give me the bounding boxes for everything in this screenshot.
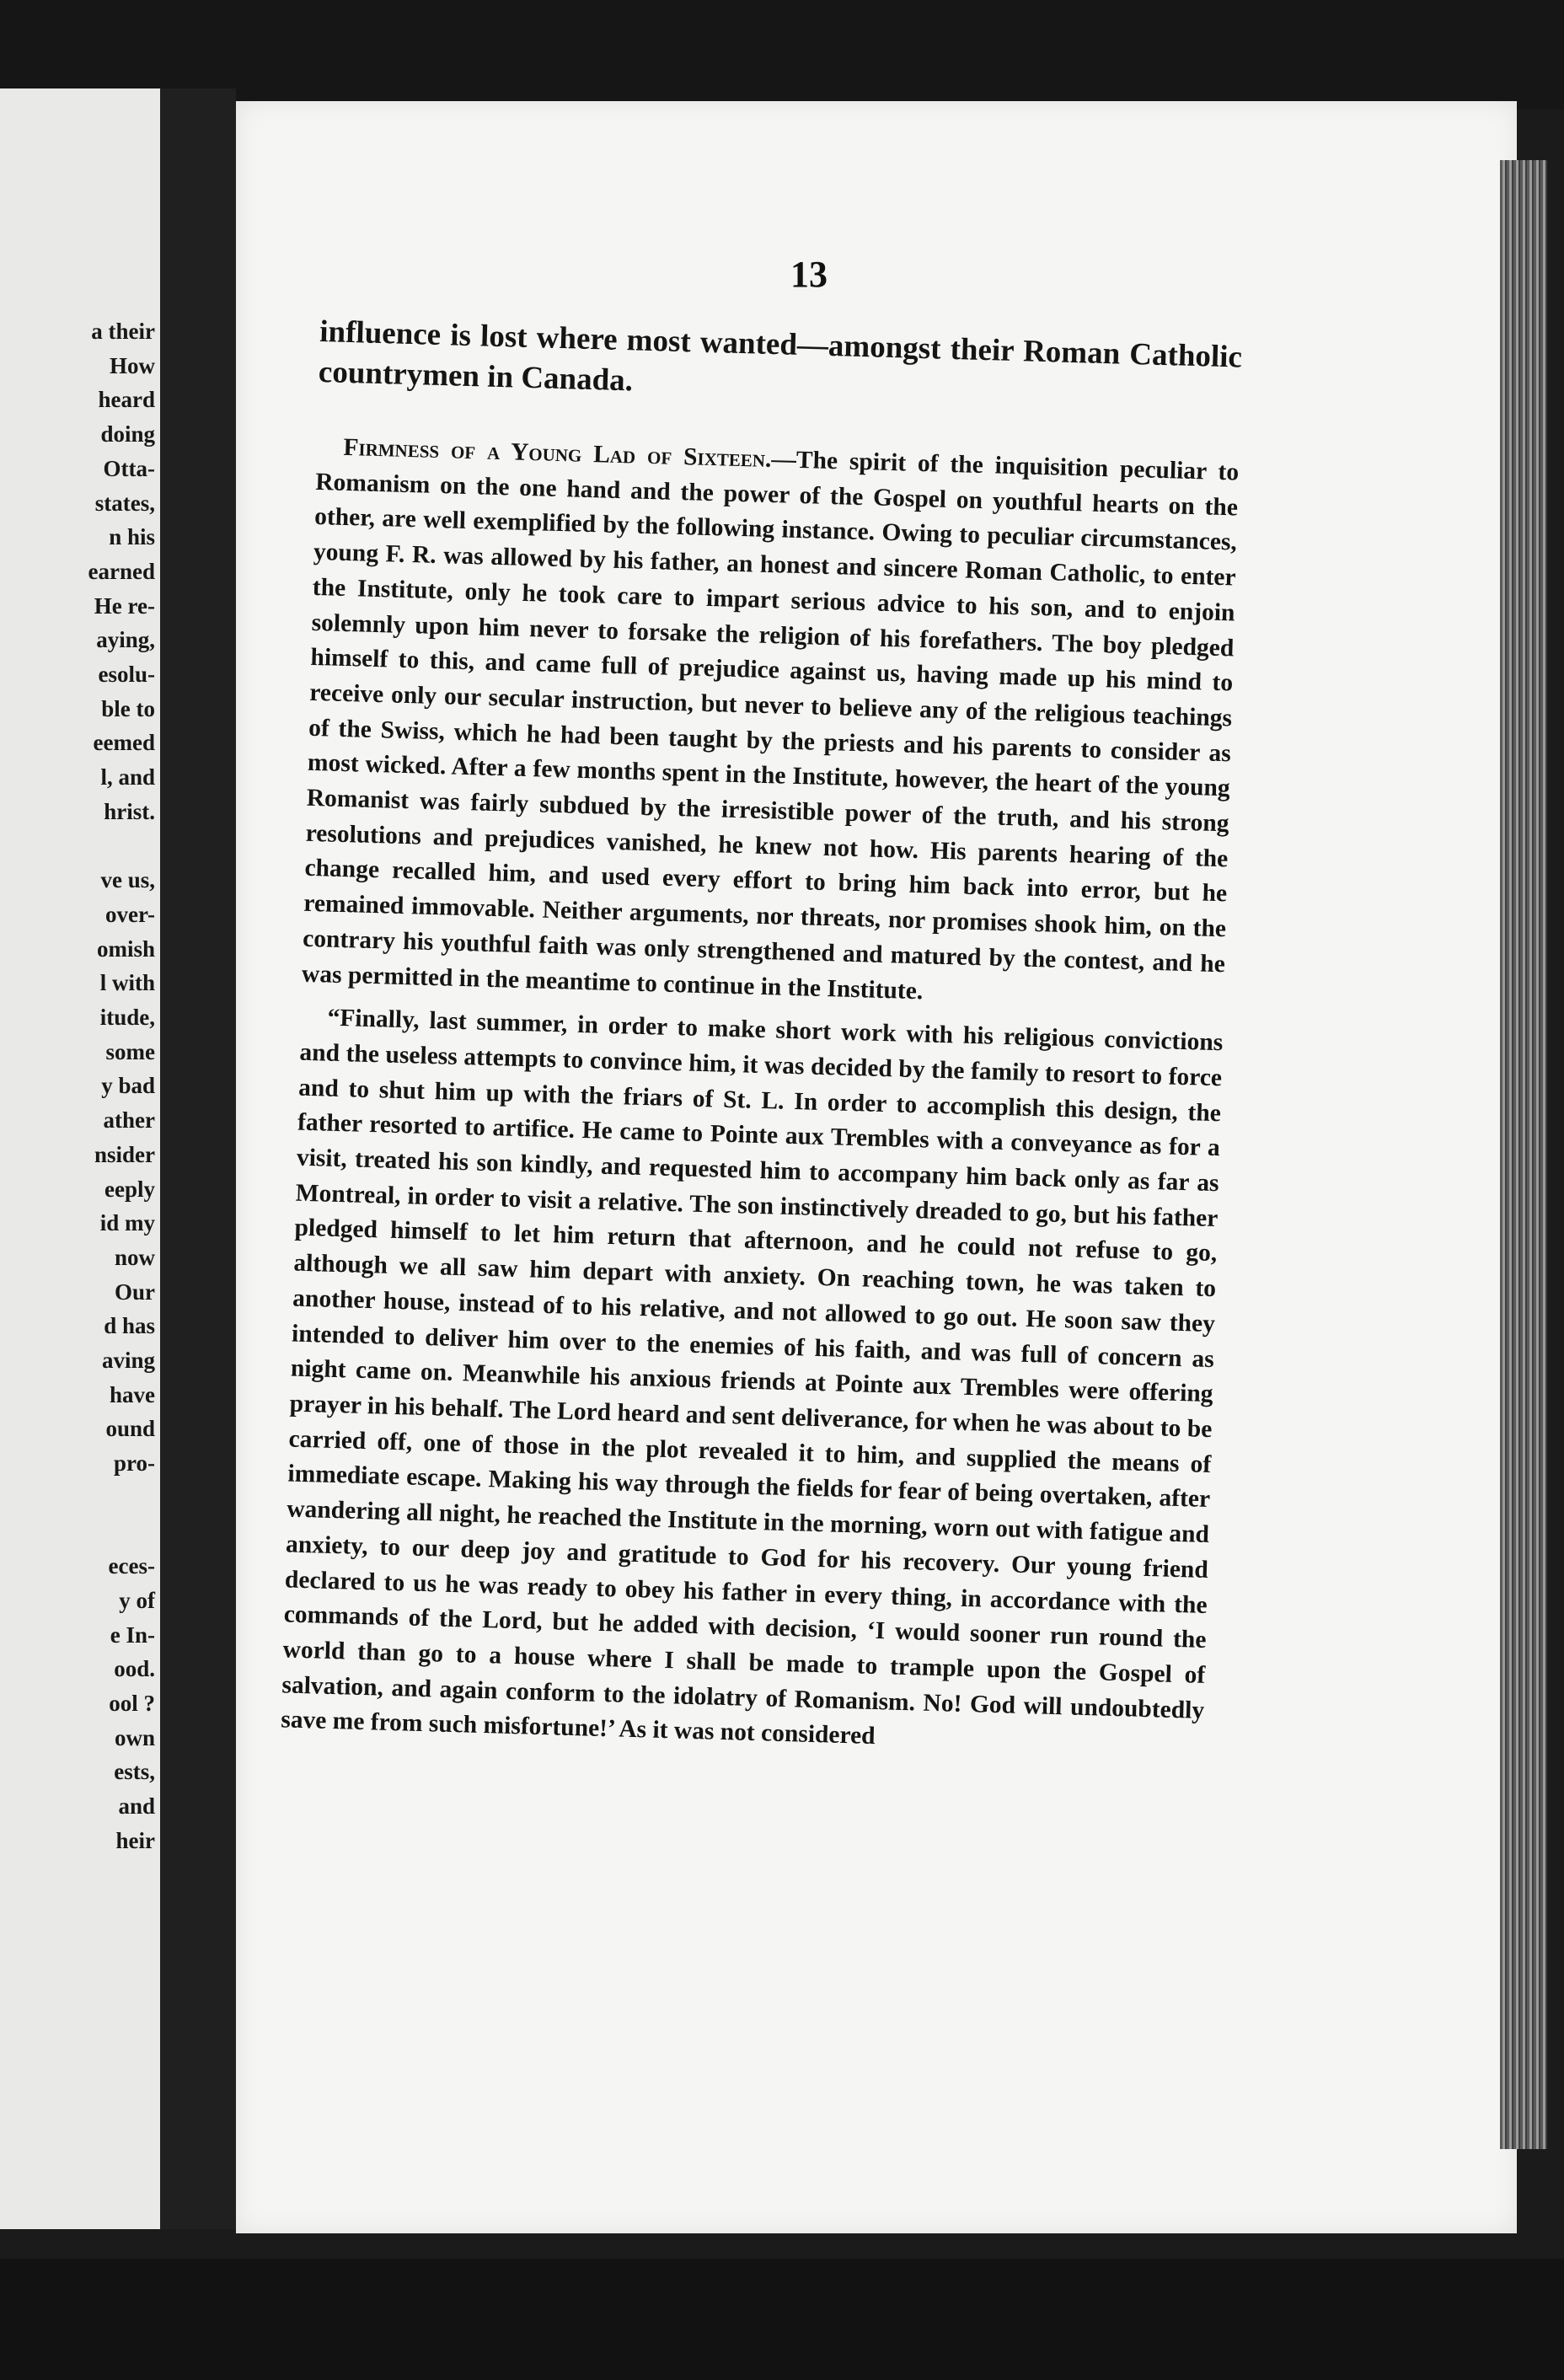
left-page-line: ests,	[114, 1759, 155, 1785]
intro-paragraph: influence is lost where most wanted—amongst their Roman Catholic countrymen in Canada.	[318, 314, 1243, 399]
left-page-line: How	[110, 352, 155, 378]
left-page-line: n his	[109, 524, 155, 550]
left-page-line: Otta-	[103, 455, 155, 481]
left-page-line: pro-	[113, 1450, 155, 1477]
left-page-line: eeply	[104, 1176, 155, 1202]
paragraph-finally: “Finally, last summer, in order to make short work with his religious convictions and the useless attempts to convince him, it was decided by the family to resort to force and to shut him up with the friars of St. L. In order to accomplish this design, the father resorted to artifice. He came to Pointe aux Trembles with a conveyance as for a visit, treated his son kindly, and requested him to accompany him back only as far as Montreal, in order to visit a relative. The son instinctively dreaded to go, but his father pledged himself to let him return that afternoon, and he could not refuse to go, although we all saw him depart with anxiety. On reaching town, he was taken to another house, instead of to his relative, and not allowed to go out. He soon saw they intended to deliver him over to the enemies of his faith, and was full of concern as night came on. Meanwhile his anxious friends at Pointe aux Trembles were offering prayer in his behalf. The Lord heard and sent deliverance, for when he was about to be carried off, one of those in the plot revealed it to him, and supplied the means of immediate escape. Making his way through the fields for fear of being overtaken, after wandering all night, he reached the Institute in the morning, worn out with fatigue and anxiety, to our deep joy and gratitude to God for his recovery. Our young friend declared to us he was ready to obey his father in every thing, in accordance with the commands of the Lord, but he added with decision, ‘I would sooner run round the world than go to a house where I shall be made to trample upon the Gospel of salvation, and again conform to the idolatry of Romanism. No! God will undoubtedly save me from such misfortune!’ As it was not considered	[280, 1004, 1224, 1750]
left-page-line: itude,	[99, 1005, 155, 1030]
left-page-line: id my	[99, 1210, 155, 1236]
page-body	[281, 312, 1243, 1764]
left-page-line: eces-	[108, 1553, 155, 1579]
page-number: 13	[790, 254, 828, 295]
left-page-line: doing	[100, 421, 155, 448]
left-page-line: earned	[88, 558, 155, 584]
left-page-line: y bad	[101, 1073, 155, 1099]
left-page-line: own	[114, 1724, 155, 1750]
left-page-line: states,	[94, 490, 155, 516]
left-page-line: Our	[114, 1278, 155, 1305]
left-page-line: l with	[99, 970, 155, 996]
left-page-line: hrist.	[104, 798, 155, 824]
left-page-line: He re-	[94, 592, 155, 619]
left-page-line: omish	[96, 935, 155, 962]
left-page-line: heir	[115, 1827, 155, 1853]
left-page-line: heard	[98, 387, 155, 413]
left-page-line: and	[118, 1793, 155, 1820]
left-page-line: over-	[105, 901, 155, 927]
left-page-line: esolu-	[98, 662, 155, 687]
scan-background-bottom	[0, 2259, 1564, 2380]
left-page-line: ound	[105, 1416, 155, 1442]
previous-page-fragment	[0, 88, 160, 2229]
left-page-line: l, and	[100, 764, 155, 791]
book-gutter	[160, 88, 236, 2229]
left-page-line: some	[105, 1038, 155, 1064]
left-page-line: eemed	[93, 730, 155, 756]
paragraph-firmness-text: —The spirit of the inquisition peculiar to Romanism on the one hand and the power of the Gospel on youthful hearts on the other, are well exemplified by the following instance. Owing to peculiar circumstances, young F. R. was allowed by his father, an honest and sincere Roman Catholic, to enter the Institute, only he took care to impart serious advice to his son, and to enjoin solemnly upon him never to forsake the religion of his forefathers. The boy pledged himself to this, and came full of prejudice against us, having made up his mind to receive only our secular instruction, but never to believe any of the religious teachings of the Swiss, which he had been taught by the priests and his parents to consider as most wicked. After a few months spent in the Institute, however, the heart of the young Romanist was fairly subdued by the irresistible power of the truth, and his strong resolutions and prejudices vanished, he knew not how. His parents hearing of the change recalled him, and used every effort to bring him back into error, but he remained immovable. Neither arguments, nor threats, nor promises shook him, on the contrary his youthful faith was only strengthened and matured by the contest, and he was permitted in the meantime to continue in the Institute.	[301, 446, 1240, 1005]
page-edges	[1500, 160, 1547, 2149]
left-page-line: have	[110, 1381, 155, 1407]
left-page-line: aying,	[96, 627, 155, 653]
left-page-line: d has	[104, 1313, 155, 1339]
left-page-line: ve us,	[100, 867, 155, 893]
left-page-line: now	[114, 1244, 155, 1270]
left-page-line: nsider	[94, 1141, 155, 1167]
left-page-line: ood.	[114, 1656, 155, 1682]
left-page-line: a their	[91, 319, 155, 344]
paragraph-firmness	[301, 430, 1239, 1018]
left-page-line: ool ?	[109, 1691, 155, 1716]
left-page-line: e In-	[110, 1622, 155, 1648]
section-heading: Firmness of a Young Lad of Sixteen.	[343, 433, 772, 474]
left-page-line: aving	[101, 1348, 155, 1373]
left-page-line: y of	[119, 1587, 155, 1613]
left-page-line: ather	[103, 1107, 155, 1134]
left-page-line: ble to	[101, 695, 155, 721]
